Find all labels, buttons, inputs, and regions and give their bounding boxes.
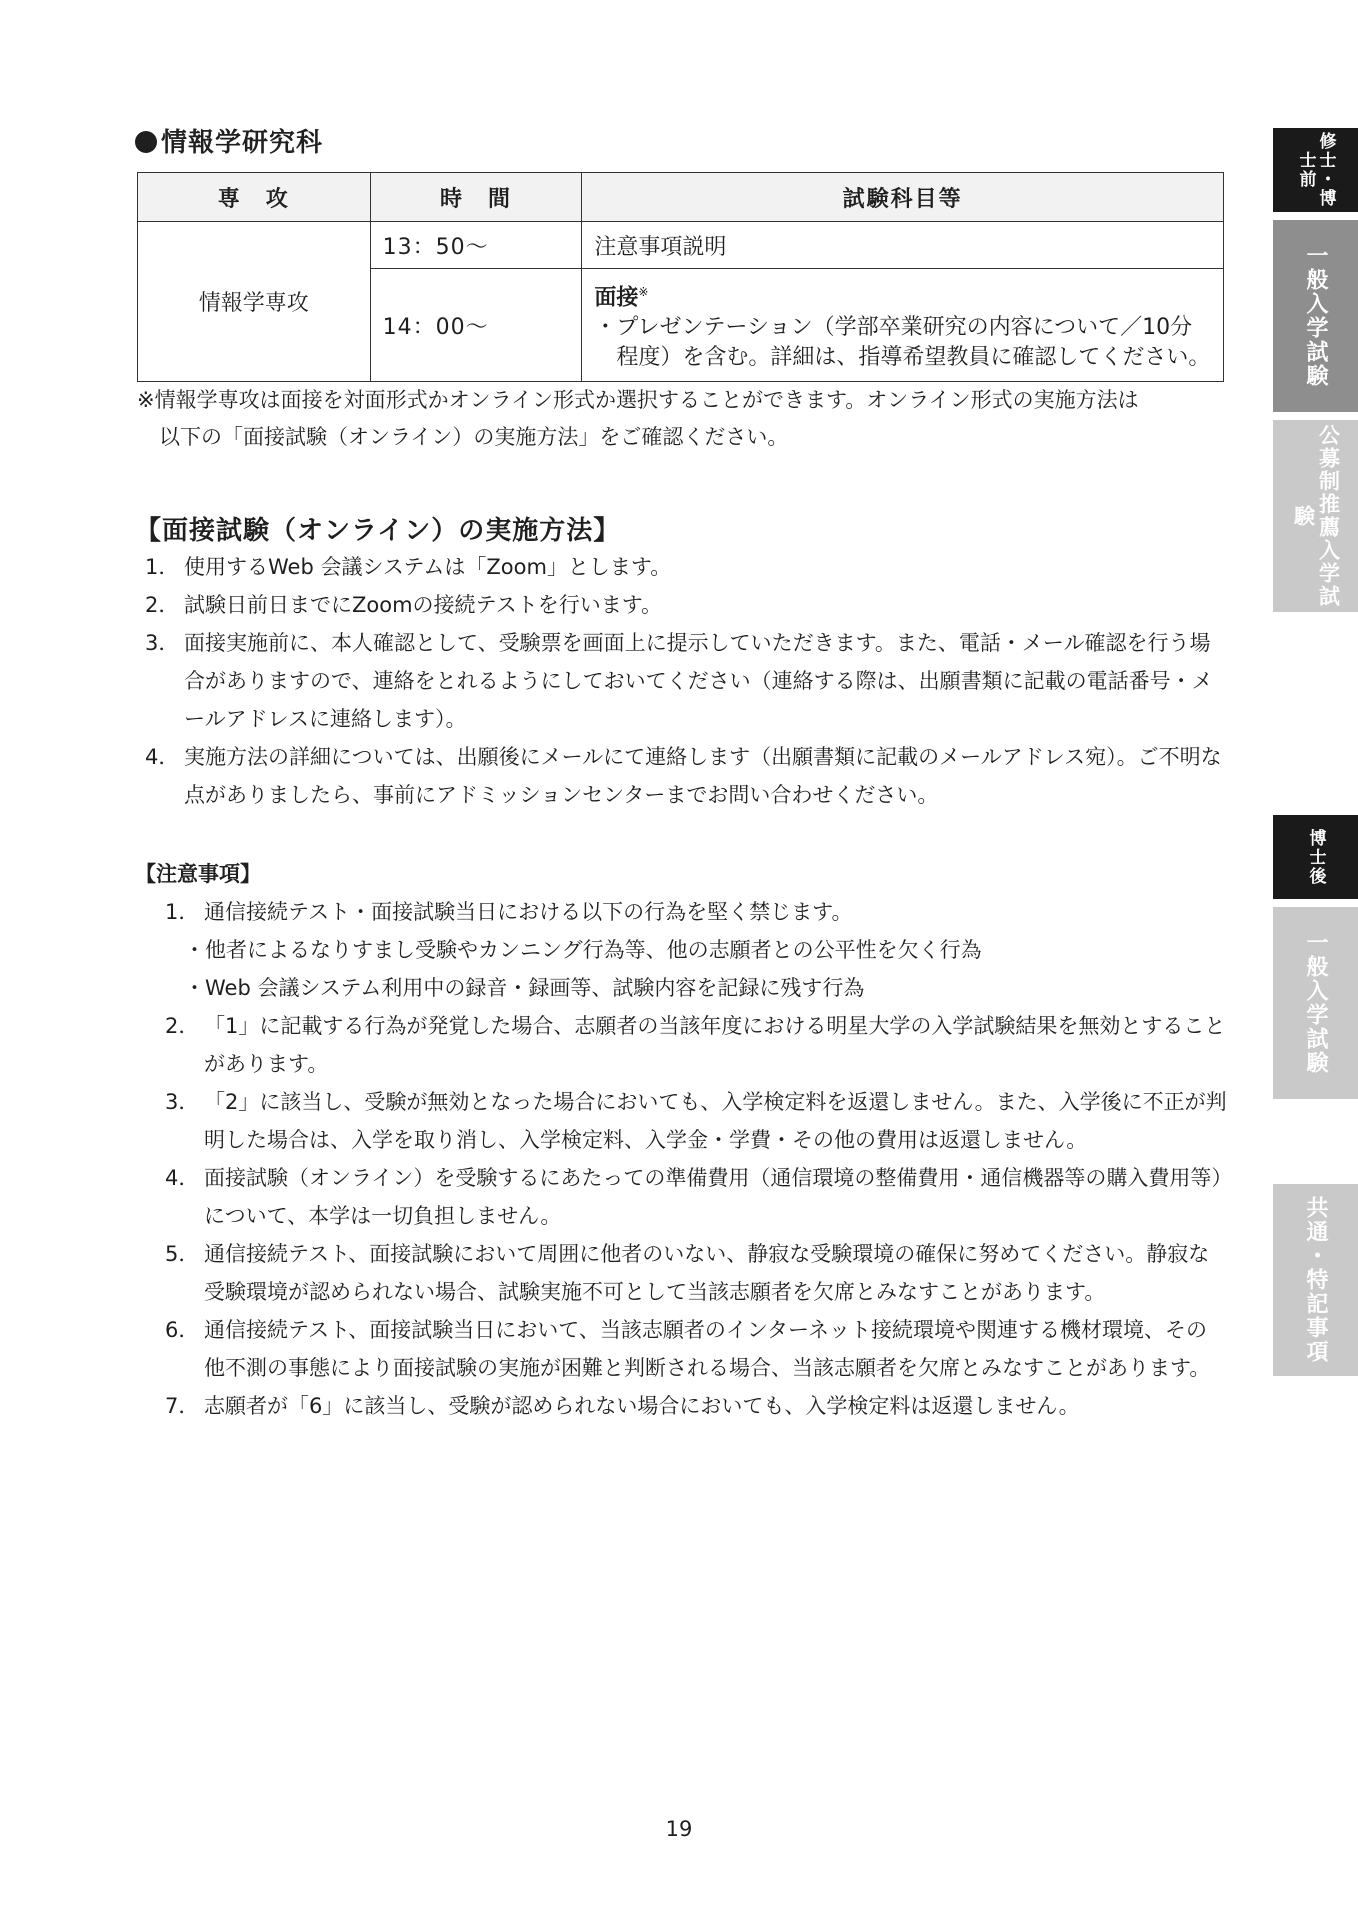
- list-item: 4． 面接試験（オンライン）を受験するにあたっての準備費用（通信環境の整備費用・通信機器等の購入費用等）について、本学は一切負担しません。: [165, 1166, 1222, 1228]
- bullet-item: ・他者によるなりすまし受験やカンニング行為等、他の志願者との公平性を欠く行為: [184, 938, 982, 962]
- list-item: 5． 通信接続テスト、面接試験において周囲に他者のいない、静寂な受験環境の確保に努めてください。静寂な受験環境が認められない場合、試験実施不可として当該志願者を欠席とみなすことがあります。: [165, 1242, 1210, 1304]
- list-item: 2． 試験日前日までにZoomの接続テストを行います。: [145, 593, 663, 617]
- caution-list: [157, 893, 1227, 1425]
- table-note: [137, 382, 1227, 456]
- schedule-table: [137, 172, 1224, 382]
- subject-title: 面接: [594, 285, 639, 311]
- online-heading: 【面接試験（オンライン）の実施方法】: [135, 516, 621, 546]
- major-cell: 情報学専攻: [138, 222, 371, 382]
- time-cell: 14：00〜: [370, 269, 582, 382]
- tab-general-exam-1[interactable]: 一般入学試験: [1273, 220, 1358, 412]
- header-subjects: 試験科目等: [582, 173, 1224, 222]
- list-item: 3． 面接実施前に、本人確認として、受験票を画面上に提示していただきます。また、電話・メール確認を行う場合がありますので、連絡をとれるようにしておいてください（連絡する際は、出願書類に記載の電話番号・メールアドレスに連絡します）。: [145, 631, 1213, 731]
- note-line: ※情報学専攻は面接を対面形式かオンライン形式か選択することができます。オンライン形式の実施方法は: [137, 388, 1139, 412]
- subject-cell: [582, 269, 1224, 382]
- bullet-icon: [135, 131, 157, 153]
- list-item: 1． 使用するWeb 会議システムは「Zoom」とします。: [145, 555, 672, 579]
- online-list: [137, 548, 1227, 814]
- list-item: 7． 志願者が「6」に該当し、受験が認められない場合においても、入学検定料は返還しません。: [165, 1394, 1080, 1418]
- tab-recommendation-exam[interactable]: 公募制推薦入学試験: [1273, 420, 1358, 612]
- note-line: 以下の「面接試験（オンライン）の実施方法」をご確認ください。: [159, 425, 789, 449]
- list-item: 3． 「2」に該当し、受験が無効となった場合においても、入学検定料を返還しません。また、入学後に不正が判明した場合は、入学を取り消し、入学検定料、入学金・学費・その他の費用は返還しません。: [165, 1090, 1227, 1152]
- section-title: 情報学研究科: [135, 122, 323, 159]
- table-header-row: [138, 173, 1224, 222]
- header-time: 時 間: [370, 173, 582, 222]
- caution-heading: 【注意事項】: [135, 862, 261, 886]
- bullet-item: ・Web 会議システム利用中の録音・録画等、試験内容を記録に残す行為: [184, 976, 865, 1000]
- table-row: [138, 222, 1224, 269]
- subject-mark: ※: [638, 285, 649, 299]
- list-item: 6． 通信接続テスト、面接試験当日において、当該志願者のインターネット接続環境や関連する機材環境、その他不測の事態により面接試験の実施が困難と判断される場合、当該志願者を欠席とみなすことがあります。: [165, 1318, 1211, 1380]
- tab-master-doctor-first[interactable]: 修士・博士前: [1273, 128, 1358, 212]
- subject-cell: 注意事項説明: [582, 222, 1224, 269]
- list-item: 2． 「1」に記載する行為が発覚した場合、志願者の当該年度における明星大学の入学試験結果を無効とすることがあります。: [165, 1014, 1226, 1076]
- header-major: 専 攻: [138, 173, 371, 222]
- list-item: 1． 通信接続テスト・面接試験当日における以下の行為を堅く禁じます。 ・他者によるなりすまし受験やカンニング行為等、他の志願者との公平性を欠く行為 ・Web 会議システム利用中の録音・録画等、試験内容を記録に残す行為: [157, 893, 1227, 1007]
- tab-general-exam-2[interactable]: 一般入学試験: [1273, 907, 1358, 1099]
- tab-doctor-latter[interactable]: 博士後: [1273, 815, 1358, 899]
- subject-detail: ・プレゼンテーション（学部卒業研究の内容について／10分程度）を含む。詳細は、指導希望教員に確認してください。: [594, 315, 1211, 371]
- tab-common-notes[interactable]: 共通・特記事項: [1273, 1184, 1358, 1376]
- time-cell: 13：50〜: [370, 222, 582, 269]
- list-item: 4． 実施方法の詳細については、出願後にメールにて連絡します（出願書類に記載のメールアドレス宛）。ご不明な点がありましたら、事前にアドミッションセンターまでお問い合わせください。: [145, 745, 1222, 807]
- page-number: 19: [665, 1817, 693, 1841]
